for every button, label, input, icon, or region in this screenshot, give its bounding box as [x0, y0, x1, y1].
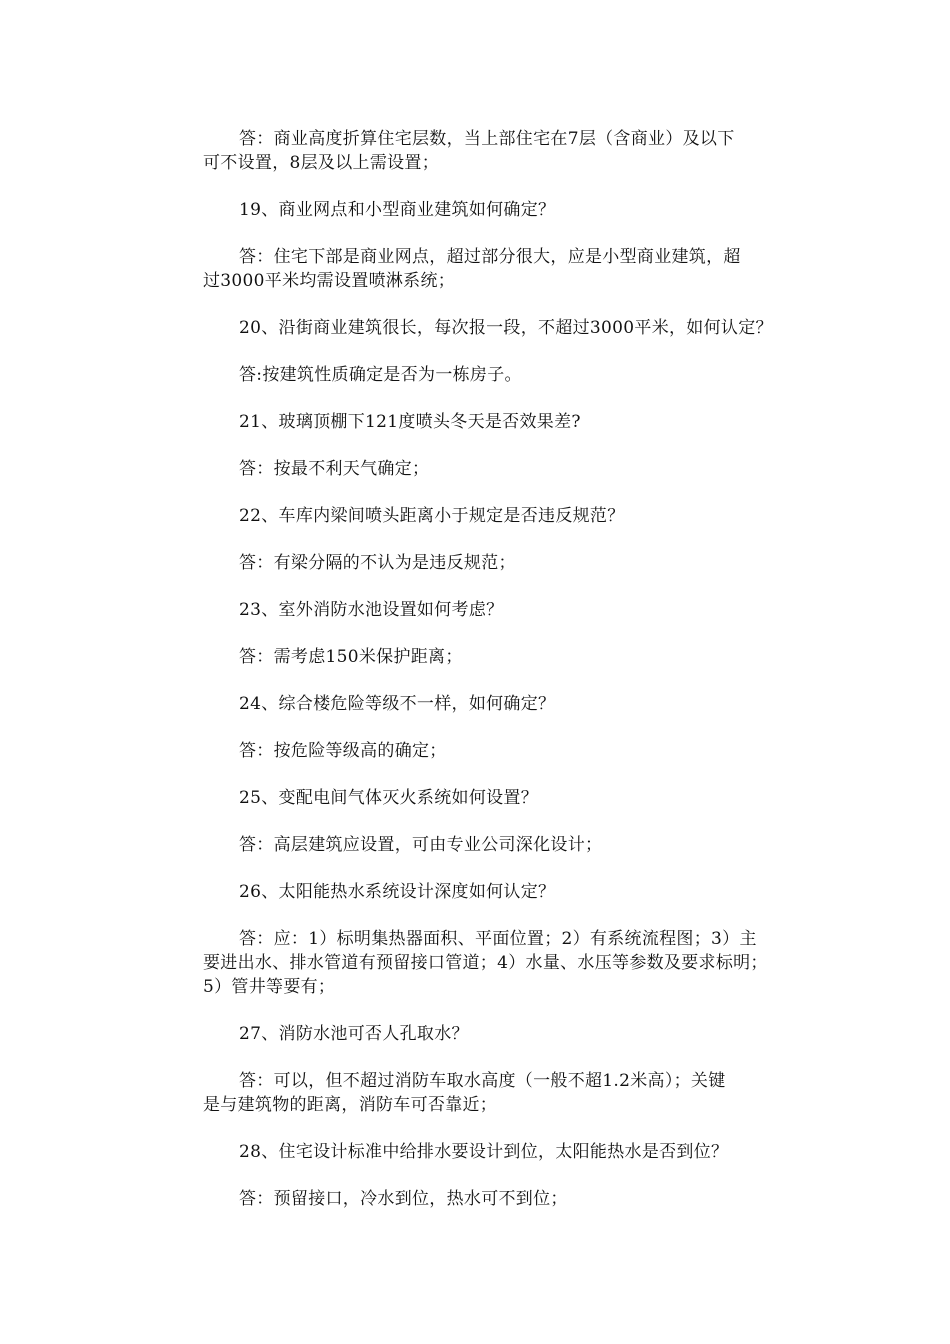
- paragraph: [203, 316, 815, 340]
- text-line: 答:按建筑性质确定是否为一栋房子。: [239, 365, 522, 385]
- paragraph: [203, 1022, 815, 1046]
- text-line: 答：按最不利天气确定；: [239, 459, 430, 479]
- paragraph: [203, 198, 815, 222]
- paragraph: [203, 833, 815, 857]
- paragraph: [203, 927, 815, 999]
- paragraph: [203, 880, 815, 904]
- text-line: 26、太阳能热水系统设计深度如何认定？: [239, 882, 556, 902]
- text-line: 22、车库内梁间喷头距离小于规定是否违反规范？: [239, 506, 625, 526]
- text-line: 21、玻璃顶棚下121度喷头冬天是否效果差?: [239, 412, 581, 432]
- document-body: [203, 127, 815, 1234]
- text-line: 答：应：1）标明集热器面积、平面位置；2）有系统流程图；3）主: [239, 929, 757, 949]
- paragraph: [203, 127, 815, 175]
- text-line: 答：可以，但不超过消防车取水高度（一般不超1.2米高）；关键: [239, 1071, 726, 1091]
- text-line: 可不设置，8层及以上需设置；: [203, 153, 440, 173]
- text-line: 过3000平米均需设置喷淋系统；: [203, 271, 456, 291]
- paragraph: [203, 1140, 815, 1164]
- text-line: 答：商业高度折算住宅层数，当上部住宅在7层（含商业）及以下: [239, 129, 735, 149]
- paragraph: [203, 457, 815, 481]
- paragraph: [203, 551, 815, 575]
- paragraph: [203, 598, 815, 622]
- paragraph: [203, 645, 815, 669]
- text-line: 要进出水、排水管道有预留接口管道；4）水量、水压等参数及要求标明；: [203, 953, 768, 973]
- text-line: 答：有梁分隔的不认为是违反规范；: [239, 553, 516, 573]
- paragraph: [203, 1187, 815, 1211]
- paragraph: [203, 245, 815, 293]
- paragraph: [203, 739, 815, 763]
- text-line: 25、变配电间气体灭火系统如何设置？: [239, 788, 539, 808]
- text-line: 24、综合楼危险等级不一样，如何确定？: [239, 694, 556, 714]
- text-line: 答：预留接口，冷水到位，热水可不到位；: [239, 1189, 568, 1209]
- text-line: 答：需考虑150米保护距离；: [239, 647, 463, 667]
- paragraph: [203, 504, 815, 528]
- text-line: 27、消防水池可否人孔取水？: [239, 1024, 469, 1044]
- paragraph: [203, 363, 815, 387]
- text-line: 答：高层建筑应设置，可由专业公司深化设计；: [239, 835, 603, 855]
- text-line: 5）管井等要有；: [203, 977, 336, 997]
- paragraph: [203, 410, 815, 434]
- text-line: 答：住宅下部是商业网点，超过部分很大，应是小型商业建筑，超: [239, 247, 741, 267]
- text-line: 23、室外消防水池设置如何考虑？: [239, 600, 504, 620]
- text-line: 答：按危险等级高的确定；: [239, 741, 447, 761]
- paragraph: [203, 692, 815, 716]
- text-line: 是与建筑物的距离，消防车可否靠近；: [203, 1095, 498, 1115]
- text-line: 28、住宅设计标准中给排水要设计到位，太阳能热水是否到位？: [239, 1142, 729, 1162]
- paragraph: [203, 786, 815, 810]
- text-line: 19、商业网点和小型商业建筑如何确定？: [239, 200, 556, 220]
- paragraph: [203, 1069, 815, 1117]
- text-line: 20、沿街商业建筑很长，每次报一段，不超过3000平米，如何认定？: [239, 318, 773, 338]
